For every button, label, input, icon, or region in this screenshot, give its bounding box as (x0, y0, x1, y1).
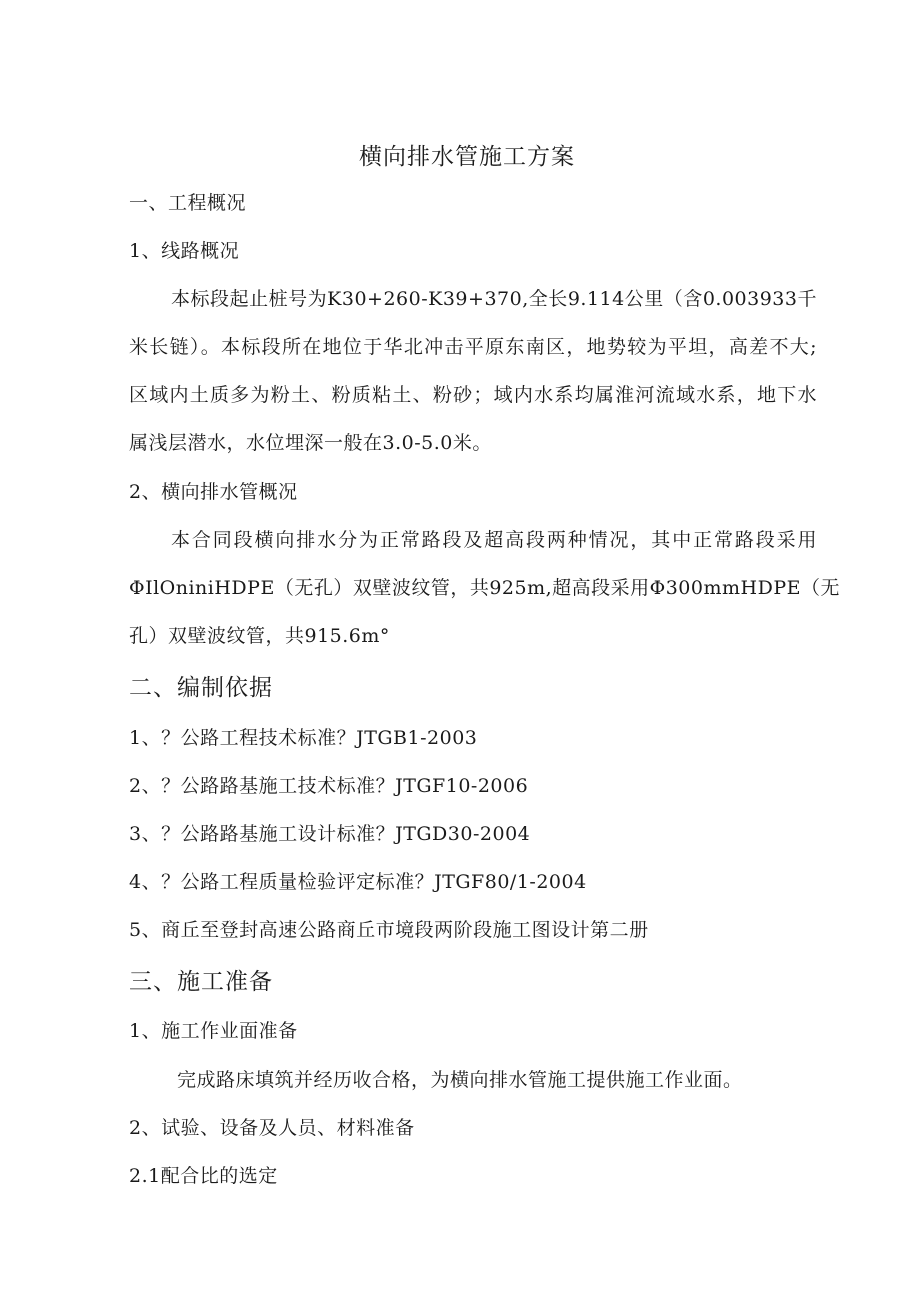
subsection-heading-drainage: 2、横向排水管概况 (129, 481, 298, 503)
paragraph-line: 本标段起止桩号为K30+260-K39+370,全长9.114公里（含0.003933千 (171, 288, 817, 310)
document-title: 横向排水管施工方案 (359, 144, 575, 170)
section-heading-basis: 二、编制依据 (129, 675, 273, 701)
list-item: 2、？公路路基施工技术标准？JTGF10-2006 (129, 775, 529, 797)
list-item: 5、商丘至登封高速公路商丘市境段两阶段施工图设计第二册 (129, 919, 649, 941)
section-heading-preparation: 三、施工准备 (129, 969, 273, 995)
list-item: 3、？公路路基施工设计标准？JTGD30-2004 (129, 823, 531, 845)
subsection-heading-materials: 2、试验、设备及人员、材料准备 (129, 1117, 415, 1139)
paragraph-line: 属浅层潜水，水位埋深一般在3.0-5.0米。 (129, 432, 492, 454)
paragraph-line: 完成路床填筑并经历收合格，为横向排水管施工提供施工作业面。 (177, 1069, 743, 1091)
paragraph-line: 本合同段横向排水分为正常路段及超高段两种情况，其中正常路段采用 (171, 529, 817, 551)
paragraph-line: ΦIlOniniHDPE（无孔）双壁波纹管，共925m,超高段采用Φ300mmHDPE（无 (129, 577, 840, 599)
paragraph-line: 区域内土质多为粉土、粉质粘土、粉砂；域内水系均属淮河流域水系，地下水 (129, 384, 817, 406)
paragraph-line: 米长链）。本标段所在地位于华北冲击平原东南区，地势较为平坦，高差不大; (129, 336, 817, 358)
list-item: 1、？公路工程技术标准？JTGB1-2003 (129, 727, 478, 749)
subsection-heading-mix-ratio: 2.1配合比的选定 (129, 1165, 278, 1187)
subsection-heading-route: 1、线路概况 (129, 240, 240, 262)
list-item: 4、？公路工程质量检验评定标准？JTGF80/1-2004 (129, 871, 587, 893)
section-heading-overview: 一、工程概况 (129, 192, 247, 214)
paragraph-line: 孔）双壁波纹管，共915.6m° (129, 625, 390, 647)
subsection-heading-workface: 1、施工作业面准备 (129, 1020, 298, 1042)
